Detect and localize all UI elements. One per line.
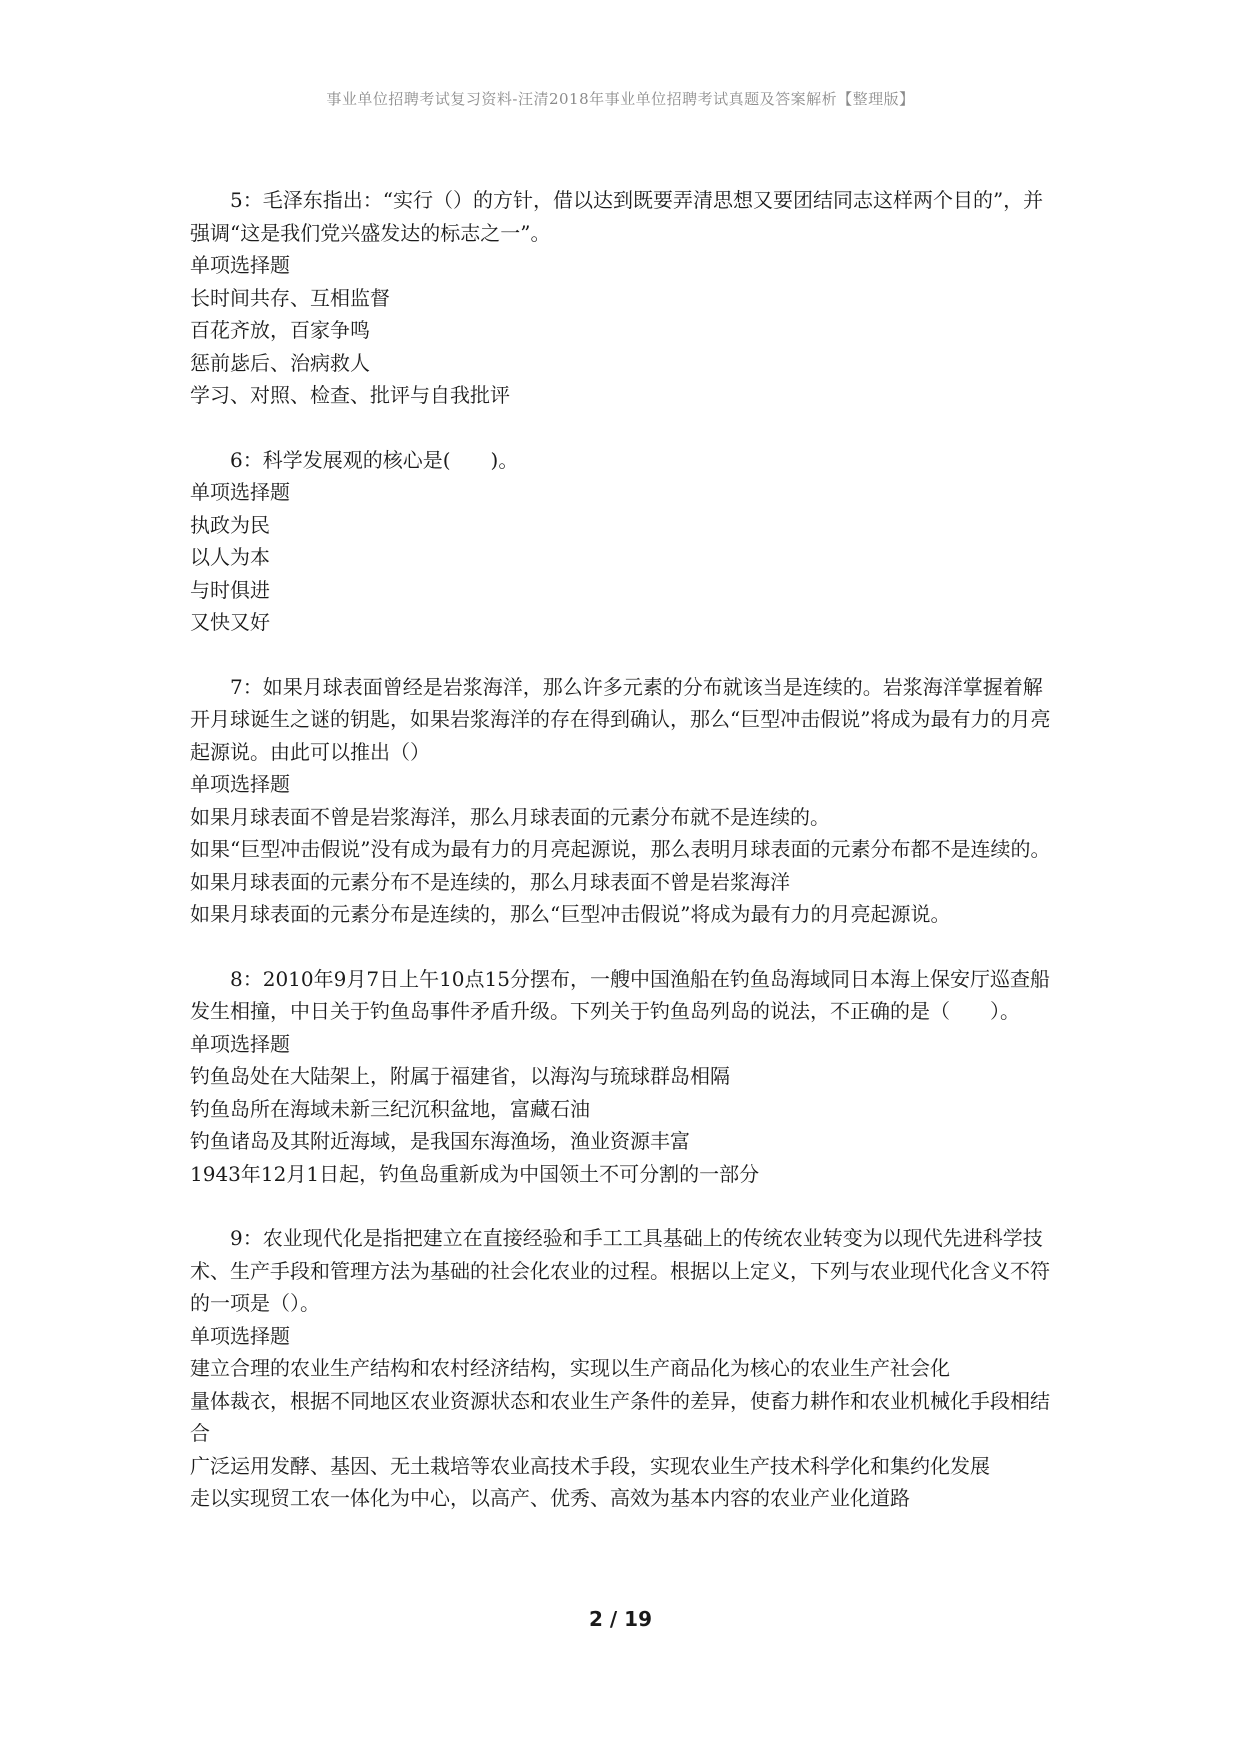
page-number: 2 / 19	[589, 1607, 652, 1631]
question-block	[190, 963, 1058, 1191]
question-type-label: 单项选择题	[190, 253, 290, 277]
answer-option: 钓鱼岛所在海域未新三纪沉积盆地，富藏石油	[190, 1096, 590, 1121]
answer-option: 广泛运用发酵、基因、无土栽培等农业高技术手段，实现农业生产技术科学化和集约化发展	[190, 1453, 990, 1478]
answer-option: 执政为民	[190, 512, 270, 537]
question-stem: 7：如果月球表面曾经是岩浆海洋，那么许多元素的分布就该当是连续的。岩浆海洋掌握着解开月球诞生之谜的钥匙，如果岩浆海洋的存在得到确认，那么“巨型冲击假说”将成为最有力的月亮起源说。由此可以推出（）	[190, 674, 1051, 764]
answer-option: 量体裁衣，根据不同地区农业资源状态和农业生产条件的差异，使畜力耕作和农业机械化手段相结合	[190, 1388, 1050, 1445]
answer-option: 如果月球表面的元素分布是连续的，那么“巨型冲击假说”将成为最有力的月亮起源说。	[190, 902, 951, 926]
answer-option: 如果“巨型冲击假说”没有成为最有力的月亮起源说，那么表明月球表面的元素分布都不是连续的。	[190, 837, 1051, 861]
question-block	[190, 1222, 1058, 1515]
question-stem: 6：科学发展观的核心是( )。	[230, 447, 519, 472]
answer-option: 如果月球表面的元素分布不是连续的，那么月球表面不曾是岩浆海洋	[190, 869, 790, 894]
question-block	[190, 184, 1058, 412]
answer-option: 惩前毖后、治病救人	[190, 350, 370, 375]
answer-option: 以人为本	[190, 545, 270, 569]
question-type-label: 单项选择题	[190, 772, 290, 796]
answer-option: 百花齐放，百家争鸣	[190, 318, 370, 342]
answer-option: 学习、对照、检查、批评与自我批评	[190, 383, 510, 407]
question-stem: 5：毛泽东指出：“实行（）的方针，借以达到既要弄清思想又要团结同志这样两个目的”，并强调“这是我们党兴盛发达的标志之一”。	[190, 188, 1044, 245]
question-stem: 9：农业现代化是指把建立在直接经验和手工工具基础上的传统农业转变为以现代先进科学技术、生产手段和管理方法为基础的社会化农业的过程。根据以上定义，下列与农业现代化含义不符的一项是（）。	[190, 1226, 1050, 1315]
question-block	[190, 444, 1058, 639]
answer-option: 又快又好	[190, 610, 270, 634]
answer-option: 走以实现贸工农一体化为中心，以高产、优秀、高效为基本内容的农业产业化道路	[190, 1486, 910, 1510]
page-content	[190, 184, 1058, 1547]
answer-option: 建立合理的农业生产结构和农村经济结构，实现以生产商品化为核心的农业生产社会化	[190, 1356, 950, 1380]
question-block	[190, 671, 1058, 931]
answer-option: 长时间共存、互相监督	[190, 285, 390, 310]
answer-option: 钓鱼诸岛及其附近海域，是我国东海渔场，渔业资源丰富	[190, 1129, 690, 1153]
question-type-label: 单项选择题	[190, 1031, 290, 1056]
answer-option: 钓鱼岛处在大陆架上，附属于福建省，以海沟与琉球群岛相隔	[190, 1064, 730, 1088]
page-header: 事业单位招聘考试复习资料-汪清2018年事业单位招聘考试真题及答案解析【整理版】	[326, 90, 915, 108]
answer-option: 1943年12月1日起，钓鱼岛重新成为中国领土不可分割的一部分	[190, 1161, 760, 1186]
question-type-label: 单项选择题	[190, 480, 290, 504]
answer-option: 如果月球表面不曾是岩浆海洋，那么月球表面的元素分布就不是连续的。	[190, 804, 830, 829]
answer-option: 与时俱进	[190, 577, 270, 602]
question-stem: 8：2010年9月7日上午10点15分摆布，一艘中国渔船在钓鱼岛海域同日本海上保安厅巡查船发生相撞，中日关于钓鱼岛事件矛盾升级。下列关于钓鱼岛列岛的说法，不正确的是（ ）。	[190, 966, 1050, 1023]
question-type-label: 单项选择题	[190, 1323, 290, 1348]
